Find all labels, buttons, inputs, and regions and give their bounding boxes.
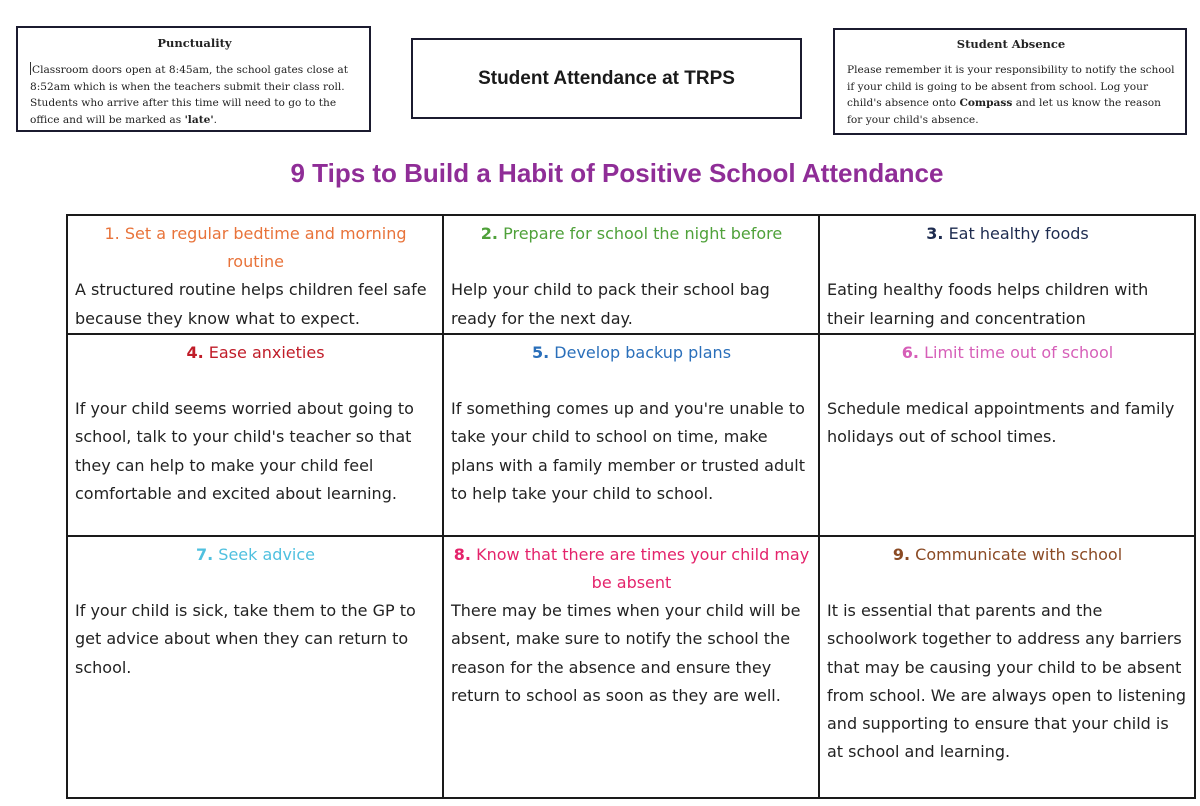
spacer	[827, 569, 1188, 597]
tip-cell-5	[443, 334, 819, 536]
tip-body-1: A structured routine helps children feel safe because they know what to expect.	[75, 280, 427, 328]
tip-title-9	[827, 541, 1188, 569]
tip-body-3: Eating healthy foods helps children with their learning and concentration	[827, 280, 1149, 328]
tip-title-7	[75, 541, 436, 569]
tip-number-6: 6.	[901, 342, 920, 362]
tip-title-5	[451, 339, 812, 367]
tip-number-9: 9.	[892, 544, 911, 564]
tip-title-6	[827, 339, 1188, 367]
tip-body-5: If something comes up and you're unable to take your child to school on time, make plans with a family member or trusted adult to help take your child to school.	[451, 399, 805, 503]
tip-cell-8	[443, 536, 819, 798]
tip-title-text-2: Prepare for school the night before	[503, 224, 783, 243]
tip-number-8: 8.	[453, 544, 471, 564]
student-absence-text	[847, 62, 1175, 128]
tip-cell-9	[819, 536, 1195, 798]
punctuality-late-word: 'late'	[184, 113, 214, 126]
spacer	[451, 367, 812, 395]
tip-cell-1	[67, 215, 443, 334]
absence-text-after: and let us know the reason for your child's absence.	[847, 97, 1161, 126]
spacer	[827, 367, 1188, 395]
text-cursor	[30, 62, 31, 75]
compass-word: Compass	[959, 97, 1013, 109]
punctuality-text-main: Classroom doors open at 8:45am, the school gates close at 8:52am which is when the teachers submit their class roll. Students who arrive after this time will need to go to the office and will be marked as	[30, 64, 348, 126]
tip-title-1	[75, 220, 436, 276]
tips-table	[66, 214, 1196, 799]
tip-body-9: It is essential that parents and the schoolwork together to address any barriers that may be causing your child to be absent from school. We are always open to listening and supporting to ensure that your child is at school and learning.	[827, 601, 1186, 762]
tip-cell-3	[819, 215, 1195, 334]
tip-cell-7	[67, 536, 443, 798]
tip-title-text-6: Limit time out of school	[924, 342, 1114, 362]
absence-text-before: Please remember it is your responsibility to notify the school if your child is going to be absent from school. Log your child's absence onto	[847, 64, 1175, 109]
punctuality-text	[30, 62, 359, 128]
tip-number-1: 1.	[104, 224, 120, 243]
tip-number-3: 3.	[926, 224, 944, 243]
punctuality-text-end: .	[213, 113, 217, 126]
spacer	[827, 248, 1188, 276]
tip-cell-4	[67, 334, 443, 536]
tip-number-2: 2.	[480, 224, 498, 243]
spacer	[451, 248, 812, 276]
tip-title-2	[451, 220, 812, 248]
punctuality-box	[16, 26, 371, 132]
tip-body-7: If your child is sick, take them to the GP to get advice about when they can return to school.	[75, 601, 416, 677]
tips-row	[67, 536, 1195, 798]
tip-title-text-7: Seek advice	[218, 544, 316, 564]
tip-cell-2	[443, 215, 819, 334]
student-absence-heading: Student Absence	[956, 37, 1066, 51]
attendance-title: Student Attendance at TRPS	[478, 67, 735, 89]
page-heading: 9 Tips to Build a Habit of Positive School Attendance	[290, 158, 944, 188]
tip-title-text-3: Eat healthy foods	[948, 224, 1089, 243]
tip-cell-6	[819, 334, 1195, 536]
spacer	[75, 367, 436, 395]
tip-title-text-8: Know that there are times your child may be absent	[476, 544, 810, 593]
punctuality-heading: Punctuality	[157, 36, 232, 50]
spacer	[75, 569, 436, 597]
tip-title-text-9: Communicate with school	[915, 544, 1123, 564]
attendance-title-box	[411, 38, 802, 119]
tips-row	[67, 215, 1195, 334]
tips-row	[67, 334, 1195, 536]
tip-body-6: Schedule medical appointments and family holidays out of school times.	[827, 399, 1175, 447]
student-absence-box	[833, 28, 1187, 135]
tip-body-8: There may be times when your child will be absent, make sure to notify the school the reason for the absence and ensure they return to school as soon as they are well.	[451, 601, 801, 705]
tip-number-7: 7.	[195, 544, 214, 564]
tip-title-text-5: Develop backup plans	[554, 342, 732, 362]
tip-body-2: Help your child to pack their school bag ready for the next day.	[451, 280, 770, 328]
tip-title-4	[75, 339, 436, 367]
tip-number-5: 5.	[531, 342, 550, 362]
tip-title-text-1: Set a regular bedtime and morning routine	[124, 224, 407, 272]
tip-title-3	[827, 220, 1188, 248]
tip-title-text-4: Ease anxieties	[208, 342, 325, 362]
tip-number-4: 4.	[186, 342, 204, 362]
tip-title-8	[451, 541, 812, 597]
tip-body-4: If your child seems worried about going to school, talk to your child's teacher so that they can help to make your child feel comfortable and excited about learning.	[75, 399, 414, 503]
